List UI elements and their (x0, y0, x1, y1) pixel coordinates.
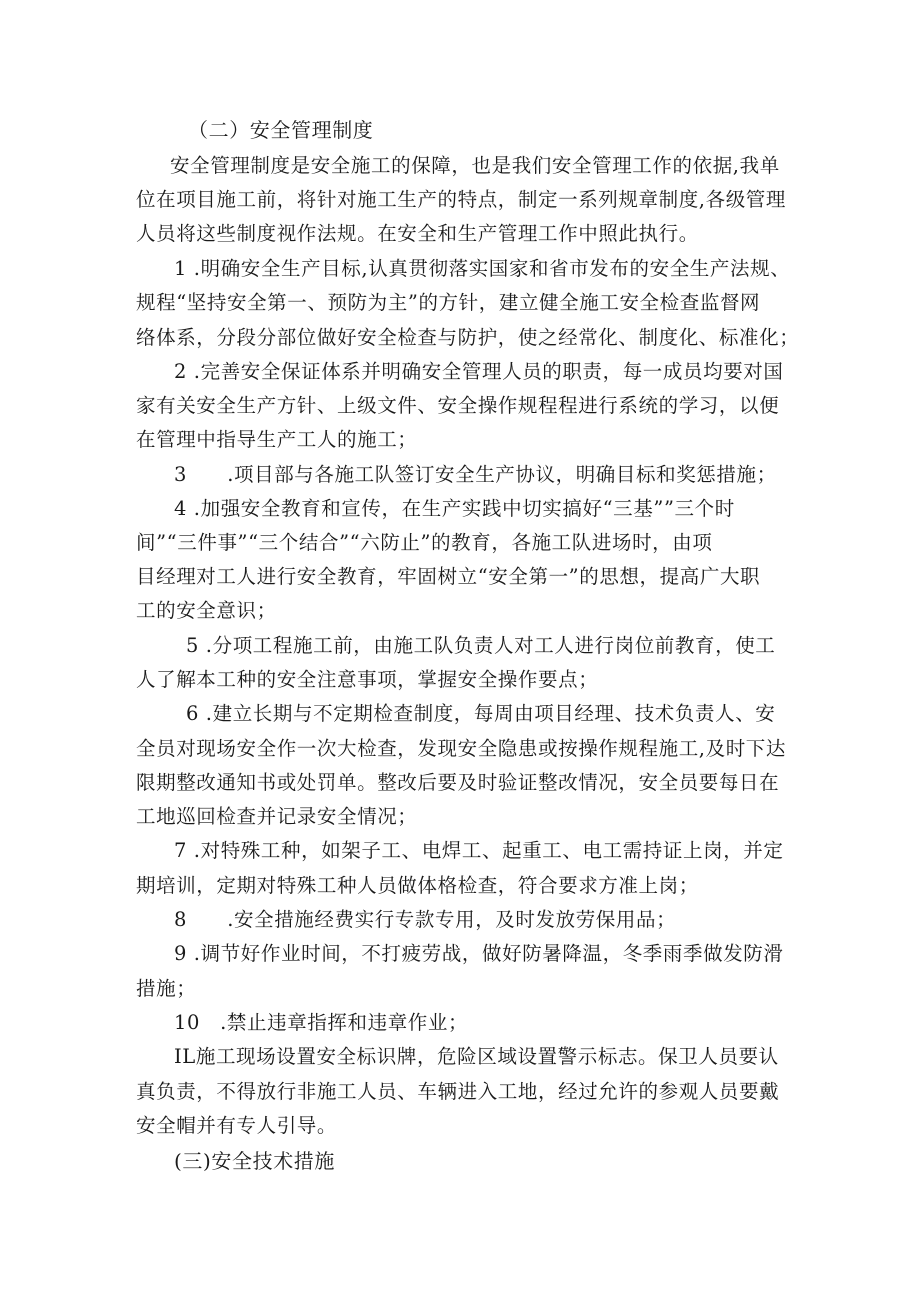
list-item-11-line: 安全帽并有专人引导。 (136, 1114, 338, 1137)
list-item-4-line: 间”“三件事”“三个结合”“六防止”的教育，各施工队进场时，由项 (136, 531, 713, 554)
list-item-4-line: 工的安全意识； (136, 599, 277, 622)
list-item-7-line: 7 .对特殊工种，如架子工、电焊工、起重工、电工需持证上岗，并定 (174, 839, 784, 862)
paragraph-line: 安全管理制度是安全施工的保障，也是我们安全管理工作的依据,我单 (170, 154, 780, 177)
list-item-2-line: 2 .完善安全保证体系并明确安全管理人员的职责，每一成员均要对国 (174, 360, 784, 383)
list-item-10-line: 10 .禁止违章指挥和违章作业； (174, 1011, 469, 1034)
list-item-7-line: 期培训，定期对特殊工种人员做体格检查，符合要求方准上岗； (136, 874, 699, 897)
list-item-2-line: 家有关安全生产方针、上级文件、安全操作规程程进行系统的学习，以便 (136, 394, 780, 417)
list-item-1-line: 络体系，分段分部位做好安全检查与防护，使之经常化、制度化、标准化； (136, 326, 800, 349)
list-item-4-line: 4 .加强安全教育和宣传，在生产实践中切实搞好“三基””三个时 (174, 497, 735, 520)
list-item-9-line: 措施； (136, 977, 197, 1000)
list-item-5-line: 人了解本工种的安全注意事项，掌握安全操作要点； (136, 668, 599, 691)
list-item-6-line: 工地巡回检查并记录安全情况； (136, 805, 418, 828)
list-item-11-line: 真负责，不得放行非施工人员、车辆进入工地，经过允许的参观人员要戴 (136, 1080, 780, 1103)
section-heading-safety-technical-measures: (三)安全技术措施 (174, 1149, 336, 1173)
list-item-1-line: 1 .明确安全生产目标,认真贯彻落实国家和省市发布的安全生产法规、 (174, 257, 791, 280)
list-item-6-line: 全员对现场安全作一次大检查，发现安全隐患或按操作规程施工,及时下达 (136, 737, 786, 760)
list-item-3-line: 3 .项目部与各施工队签订安全生产协议，明确目标和奖惩措施； (174, 463, 777, 486)
section-heading-safety-management: （二）安全管理制度 (188, 118, 374, 142)
list-item-5-line: 5 .分项工程施工前，由施工队负责人对工人进行岗位前教育，使工 (186, 634, 776, 657)
list-item-4-line: 目经理对工人进行安全教育，牢固树立“安全第一”的思想，提高广大职 (136, 565, 761, 588)
list-item-9-line: 9 .调节好作业时间，不打疲劳战，做好防暑降温，冬季雨季做发防滑 (174, 942, 784, 965)
list-item-2-line: 在管理中指导生产工人的施工； (136, 428, 418, 451)
list-item-6-line: 6 .建立长期与不定期检查制度，每周由项目经理、技术负责人、安 (186, 702, 776, 725)
paragraph-line: 位在项目施工前，将针对施工生产的特点，制定一系列规章制度,各级管理 (136, 188, 786, 211)
list-item-6-line: 限期整改通知书或处罚单。整改后要及时验证整改情况，安全员要每日在 (136, 771, 780, 794)
list-item-1-line: 规程“坚持安全第一、预防为主”的方针，建立健全施工安全检查监督网 (136, 291, 761, 314)
paragraph-line: 人员将这些制度视作法规。在安全和生产管理工作中照此执行。 (136, 222, 699, 245)
list-item-11-line: IL施工现场设置安全标识牌，危险区域设置警示标志。保卫人员要认 (174, 1045, 779, 1068)
list-item-8-line: 8 .安全措施经费实行专款专用，及时发放劳保用品； (174, 908, 677, 931)
